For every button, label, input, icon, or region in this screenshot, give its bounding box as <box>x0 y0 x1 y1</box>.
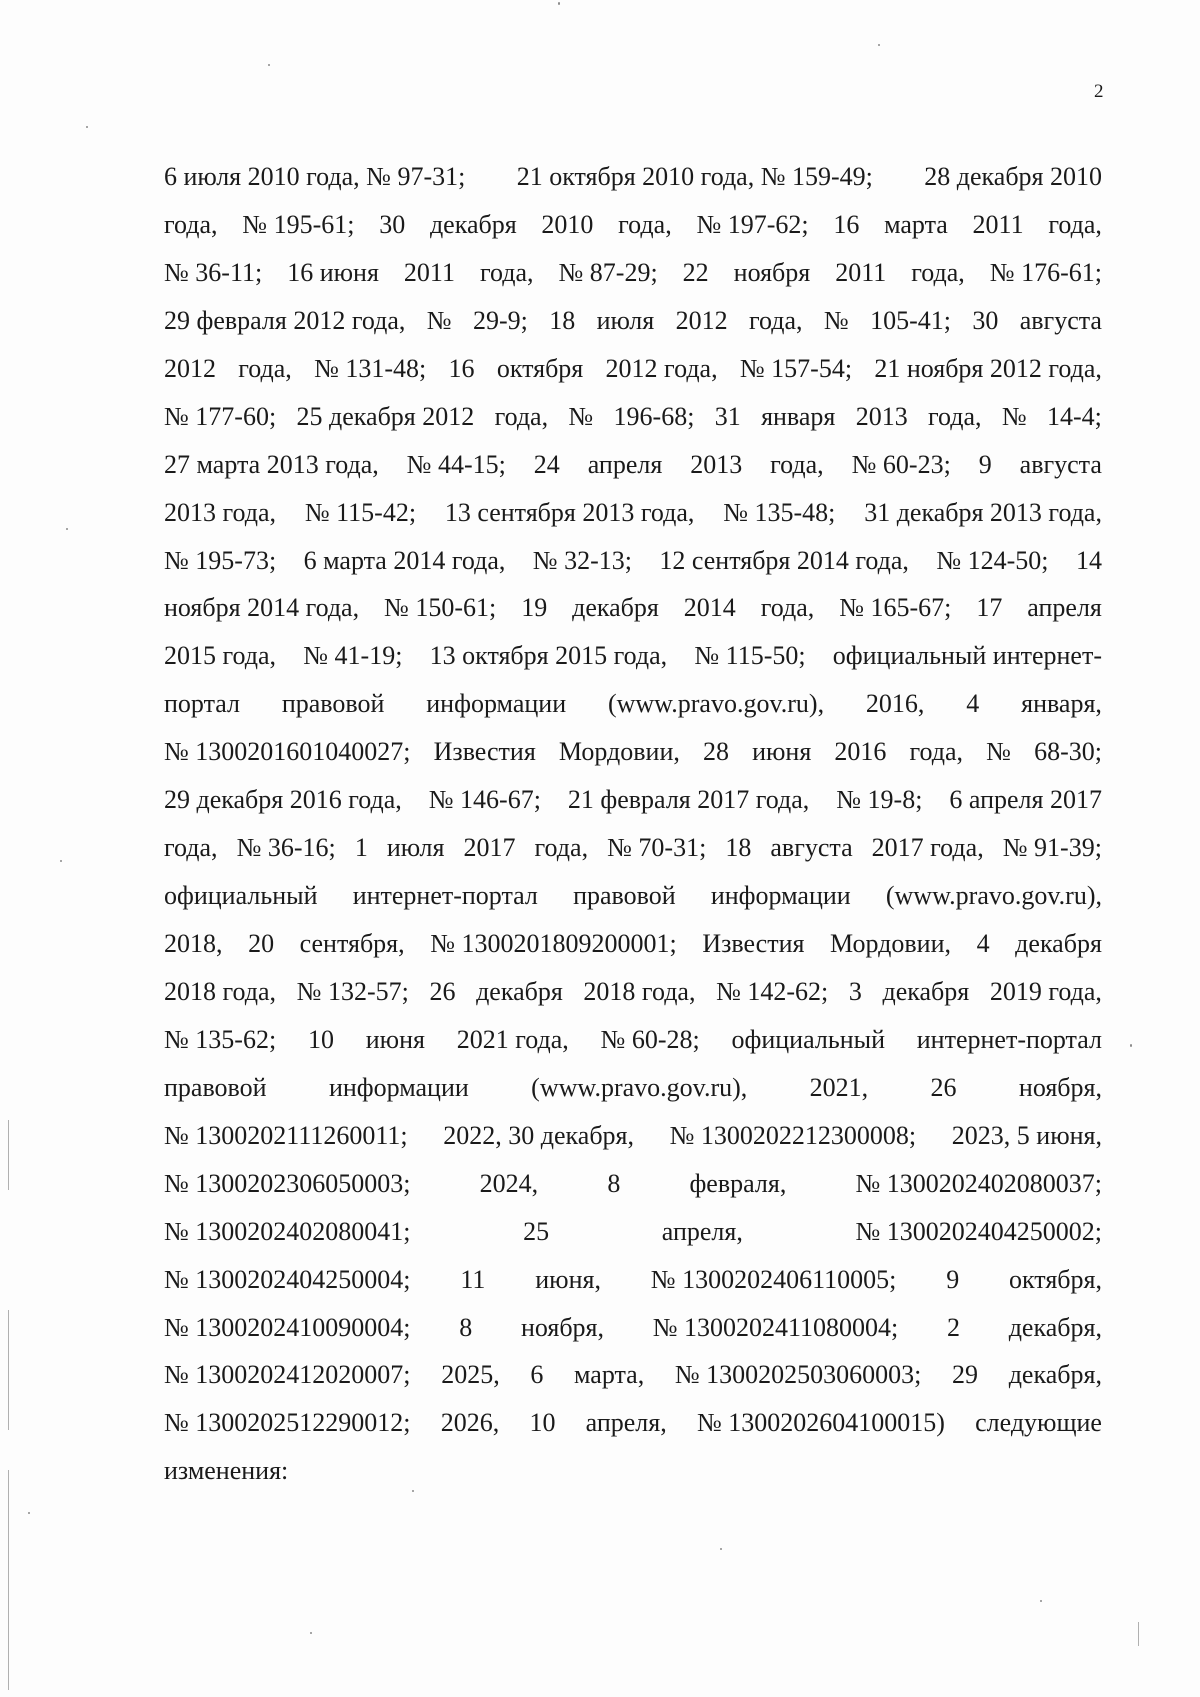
text-segment: № 1300202604100015) <box>696 1408 945 1438</box>
text-segment: № 142-62; <box>716 976 829 1006</box>
text-segment: ноября, <box>520 1312 605 1342</box>
text-segment: официальный <box>731 1024 885 1054</box>
text-segment: 26 <box>429 976 456 1006</box>
text-segment: 30 <box>972 305 999 335</box>
text-segment: Известия <box>433 737 536 767</box>
text-line <box>164 977 1102 1025</box>
text-segment: 16 июня <box>287 257 379 287</box>
text-segment: 2012 <box>675 305 728 335</box>
text-segment: июня, <box>535 1264 601 1294</box>
text-segment: 13 сентября 2013 года, <box>444 497 695 527</box>
text-segment: № 91-39; <box>1002 833 1102 863</box>
text-segment: октября <box>496 353 584 383</box>
text-segment: № 1300202412020007; <box>164 1360 411 1390</box>
text-line <box>164 450 1102 498</box>
text-segment: 2026, <box>440 1408 500 1438</box>
text-segment: 2017 года, <box>871 833 984 863</box>
text-segment: № 1300202411080004; <box>652 1312 899 1342</box>
text-segment: 21 февраля 2017 года, <box>567 785 810 815</box>
text-segment: года, <box>760 593 815 623</box>
text-segment: № 60-28; <box>600 1024 700 1054</box>
text-segment: № 195-61; <box>242 209 355 239</box>
scan-speck <box>268 64 270 66</box>
scan-edge-mark <box>8 1120 9 1190</box>
scan-speck <box>1040 1600 1042 1602</box>
text-segment: 12 сентября 2014 года, <box>659 545 909 575</box>
text-segment: марта, <box>574 1360 645 1390</box>
text-segment: официальный <box>164 881 318 911</box>
text-segment: № 36-11; <box>164 257 263 287</box>
text-line <box>164 1121 1102 1169</box>
text-segment: 2012 года, <box>605 353 718 383</box>
text-line <box>164 546 1102 594</box>
text-segment: № <box>1001 401 1027 431</box>
text-segment: 2017 <box>463 833 516 863</box>
text-segment: № 1300201809200001; <box>430 929 677 958</box>
text-segment: 29 <box>952 1360 979 1390</box>
text-segment: года, <box>164 833 218 863</box>
text-line <box>164 498 1102 546</box>
text-segment: 29 декабря 2016 года, <box>164 785 402 815</box>
text-segment: 22 <box>682 257 709 287</box>
text-segment: года, <box>238 353 292 383</box>
text-segment: 14-4; <box>1046 401 1102 431</box>
text-segment: № 44-15; <box>406 449 506 479</box>
scan-speck <box>1130 1044 1132 1047</box>
text-line <box>164 258 1102 306</box>
text-segment: 6 июля 2010 года, № 97-31; <box>164 162 466 191</box>
text-segment: интернет-портал <box>916 1024 1102 1054</box>
text-segment: № 19-8; <box>836 785 923 815</box>
text-segment: № 124-50; <box>936 545 1049 575</box>
text-line <box>164 785 1102 833</box>
text-line <box>164 1456 1102 1504</box>
text-line <box>164 1360 1102 1408</box>
page-number: 2 <box>1094 81 1104 102</box>
text-segment: 2023, 5 июня, <box>951 1120 1102 1150</box>
text-segment: 19 <box>521 593 548 623</box>
text-segment: 105-41; <box>870 305 951 335</box>
text-line <box>164 1217 1102 1265</box>
text-segment: 28 <box>702 737 729 767</box>
text-segment: года, <box>479 257 534 287</box>
text-segment: 2012 <box>164 353 216 383</box>
text-segment: января <box>761 401 836 431</box>
text-segment: № 60-23; <box>851 449 951 479</box>
text-segment: № 177-60; <box>164 401 277 431</box>
text-segment: января, <box>1021 689 1102 719</box>
text-segment: 2011 <box>972 209 1024 239</box>
text-segment: № 1300201601040027; <box>164 737 411 767</box>
text-segment: № 146-67; <box>428 785 541 815</box>
text-segment: официальный интернет- <box>832 641 1102 671</box>
text-segment: № 1300202402080041; <box>164 1216 411 1246</box>
text-segment: 2 <box>947 1312 960 1342</box>
text-segment: (www.pravo.gov.ru), <box>607 689 825 719</box>
text-segment: 14 <box>1075 545 1102 575</box>
scan-speck <box>28 1512 30 1514</box>
text-segment: октября, <box>1009 1264 1102 1294</box>
text-segment: 2010 <box>541 209 594 239</box>
text-line <box>164 354 1102 402</box>
text-segment: № 1300202402080037; <box>855 1168 1102 1198</box>
text-segment: ноября, <box>1018 1072 1102 1102</box>
text-segment: 2013 <box>690 449 743 479</box>
text-segment: Мордовии, <box>558 737 680 767</box>
text-segment: года, <box>494 401 549 431</box>
text-segment: 9 <box>946 1264 960 1294</box>
text-segment: портал <box>164 689 240 719</box>
text-segment: № 115-50; <box>694 641 806 671</box>
text-line <box>164 1408 1102 1456</box>
text-segment: 2018 года, <box>583 976 696 1006</box>
text-segment: года, <box>928 401 982 431</box>
text-segment: 4 <box>976 929 990 958</box>
text-segment: № 1300202503060003; <box>674 1360 922 1390</box>
text-line <box>164 1265 1102 1313</box>
text-segment: 29-9; <box>472 305 528 335</box>
text-segment: февраля, <box>689 1168 787 1198</box>
scan-speck <box>878 44 880 46</box>
text-segment: 4 <box>966 689 980 719</box>
text-segment: апреля, <box>585 1408 667 1438</box>
text-segment: года, <box>164 209 218 239</box>
text-line <box>164 1313 1102 1361</box>
text-segment: № <box>823 305 849 335</box>
text-segment: № 87-29; <box>558 257 658 287</box>
text-segment: № 150-61; <box>384 593 497 623</box>
text-segment: (www.pravo.gov.ru), <box>885 881 1102 911</box>
text-segment: апреля, <box>661 1216 743 1246</box>
text-segment: 6 марта 2014 года, <box>303 545 506 575</box>
text-line <box>164 833 1102 881</box>
text-segment: следующие <box>975 1408 1102 1438</box>
text-segment: декабря <box>882 976 970 1006</box>
text-segment: 2021 года, <box>456 1024 569 1054</box>
text-segment: № 1300202306050003; <box>164 1168 411 1198</box>
text-segment: 28 декабря 2010 <box>924 162 1102 191</box>
text-segment: № 115-42; <box>304 497 417 527</box>
scan-speck <box>720 1548 722 1550</box>
text-segment: изменения: <box>164 1456 289 1486</box>
text-segment: 25 <box>523 1216 550 1246</box>
text-segment: 68-30; <box>1034 737 1102 767</box>
text-segment: 2013 года, <box>164 497 277 527</box>
text-segment: правовой <box>573 881 676 911</box>
text-segment: ноября 2014 года, <box>164 593 360 623</box>
text-line <box>164 1169 1102 1217</box>
text-segment: № 41-19; <box>303 641 403 671</box>
text-line <box>164 1025 1102 1073</box>
text-segment: правовой <box>281 689 385 719</box>
scan-edge-mark <box>1138 1622 1139 1646</box>
text-line <box>164 689 1102 737</box>
text-segment: (www.pravo.gov.ru), <box>531 1072 748 1102</box>
text-segment: № 1300202111260011; <box>164 1120 408 1150</box>
text-segment: 2018 года, <box>164 976 277 1006</box>
scan-speck <box>66 528 68 530</box>
text-segment: года, <box>748 305 803 335</box>
text-segment: 21 октября 2010 года, № 159-49; <box>516 162 873 191</box>
document-body-text <box>164 162 1102 1504</box>
scan-speck <box>412 1490 414 1492</box>
text-segment: июля <box>596 305 655 335</box>
text-segment: интернет-портал <box>352 881 538 911</box>
text-line <box>164 306 1102 354</box>
text-segment: сентября, <box>299 929 405 958</box>
text-segment: декабря <box>1015 929 1102 958</box>
text-segment: 8 <box>607 1168 621 1198</box>
text-segment: № 1300202212300008; <box>669 1120 917 1150</box>
text-line <box>164 1073 1102 1121</box>
text-segment: 10 <box>529 1408 556 1438</box>
text-segment: 20 <box>248 929 275 958</box>
text-segment: № 157-54; <box>739 353 853 383</box>
text-segment: 2011 <box>835 257 887 287</box>
text-segment: № 195-73; <box>164 545 277 575</box>
text-segment: № 1300202404250002; <box>855 1216 1102 1246</box>
text-segment: 2016, <box>865 689 925 719</box>
scan-edge-mark <box>8 1470 9 1690</box>
text-segment: № 36-16; <box>236 833 336 863</box>
text-segment: августа <box>1019 449 1102 479</box>
text-segment: № 70-31; <box>607 833 707 863</box>
text-segment: 17 <box>976 593 1003 623</box>
text-segment: № 165-67; <box>839 593 952 623</box>
text-segment: июня <box>752 737 812 767</box>
text-segment: апреля <box>1027 593 1102 623</box>
text-segment: 196-68; <box>613 401 695 431</box>
text-segment: года, <box>911 257 965 287</box>
text-segment: 24 <box>533 449 560 479</box>
text-segment: декабря, <box>1008 1360 1102 1390</box>
text-segment: августа <box>770 833 853 863</box>
scan-speck <box>558 2 560 5</box>
text-segment: 2015 года, <box>164 641 277 671</box>
text-line <box>164 929 1102 977</box>
text-segment: 2025, <box>441 1360 500 1390</box>
text-segment: года, <box>534 833 589 863</box>
text-segment: информации <box>710 881 851 911</box>
text-segment: № 131-48; <box>314 353 427 383</box>
text-segment: № 32-13; <box>532 545 632 575</box>
text-segment: 11 <box>460 1264 486 1294</box>
text-segment: Известия <box>702 929 805 958</box>
text-segment: № 1300202410090004; <box>164 1312 411 1342</box>
text-segment: 2011 <box>403 257 455 287</box>
scan-speck <box>86 126 88 128</box>
text-segment: 6 апреля 2017 <box>949 785 1102 815</box>
text-segment: 2014 <box>683 593 736 623</box>
text-segment: 13 октября 2015 года, <box>429 641 668 671</box>
text-segment: декабря <box>572 593 659 623</box>
text-segment: 31 декабря 2013 года, <box>864 497 1102 527</box>
text-segment: 2022, 30 декабря, <box>443 1120 634 1150</box>
text-segment: № 132-57; <box>296 976 409 1006</box>
text-segment: 1 <box>354 833 368 863</box>
text-segment: 31 <box>714 401 741 431</box>
text-segment: № 176-61; <box>989 257 1102 287</box>
text-segment: года, <box>618 209 672 239</box>
text-segment: 6 <box>530 1360 544 1390</box>
text-line <box>164 593 1102 641</box>
text-segment: № 135-48; <box>723 497 836 527</box>
text-segment: 2021, <box>809 1072 869 1102</box>
text-line <box>164 162 1102 210</box>
text-segment: 27 марта 2013 года, <box>164 449 379 479</box>
text-segment: № <box>426 305 452 335</box>
text-segment: 18 <box>725 833 752 863</box>
text-segment: августа <box>1019 305 1102 335</box>
text-segment: июля <box>386 833 445 863</box>
text-segment: 2013 <box>855 401 908 431</box>
text-segment: декабря <box>429 209 517 239</box>
text-segment: № 1300202404250004; <box>164 1264 411 1294</box>
text-segment: 16 <box>833 209 860 239</box>
text-segment: информации <box>328 1072 469 1102</box>
text-segment: июня <box>365 1024 425 1054</box>
text-segment: апреля <box>587 449 663 479</box>
text-segment: 30 <box>379 209 406 239</box>
text-segment: № 1300202512290012; <box>164 1408 411 1438</box>
text-segment: 2018, <box>164 929 223 958</box>
text-segment: 2024, <box>479 1168 539 1198</box>
text-segment: 9 <box>978 449 992 479</box>
scan-speck <box>310 1632 312 1634</box>
text-segment: года, <box>770 449 824 479</box>
text-segment: ноября <box>733 257 811 287</box>
text-segment: марта <box>884 209 948 239</box>
text-segment: 18 <box>549 305 576 335</box>
scan-edge-mark <box>8 1310 9 1430</box>
text-segment: 8 <box>459 1312 473 1342</box>
text-segment: № <box>986 737 1011 767</box>
text-segment: 10 <box>307 1024 334 1054</box>
text-segment: 21 ноября 2012 года, <box>874 353 1102 383</box>
text-segment: информации <box>426 689 567 719</box>
text-segment: 3 <box>848 976 862 1006</box>
text-line <box>164 402 1102 450</box>
text-segment: декабря <box>476 976 563 1006</box>
scan-speck <box>60 860 62 862</box>
text-segment: 16 <box>448 353 475 383</box>
text-segment: 29 февраля 2012 года, <box>164 305 406 335</box>
text-line <box>164 881 1102 929</box>
text-line <box>164 210 1102 258</box>
text-line <box>164 641 1102 689</box>
text-segment: года, <box>1048 209 1102 239</box>
text-segment: № 1300202406110005; <box>650 1264 897 1294</box>
text-segment: 2016 <box>834 737 887 767</box>
text-segment: правовой <box>164 1072 267 1102</box>
text-segment: № 135-62; <box>164 1024 277 1054</box>
text-segment: года, <box>909 737 964 767</box>
text-segment: декабря, <box>1008 1312 1102 1342</box>
text-segment: 26 <box>930 1072 957 1102</box>
text-line <box>164 737 1102 785</box>
text-segment: № 197-62; <box>696 209 809 239</box>
text-segment: № <box>568 401 594 431</box>
text-segment: 2019 года, <box>989 976 1102 1006</box>
text-segment: Мордовии, <box>830 929 952 958</box>
text-segment: 25 декабря 2012 <box>296 401 475 431</box>
